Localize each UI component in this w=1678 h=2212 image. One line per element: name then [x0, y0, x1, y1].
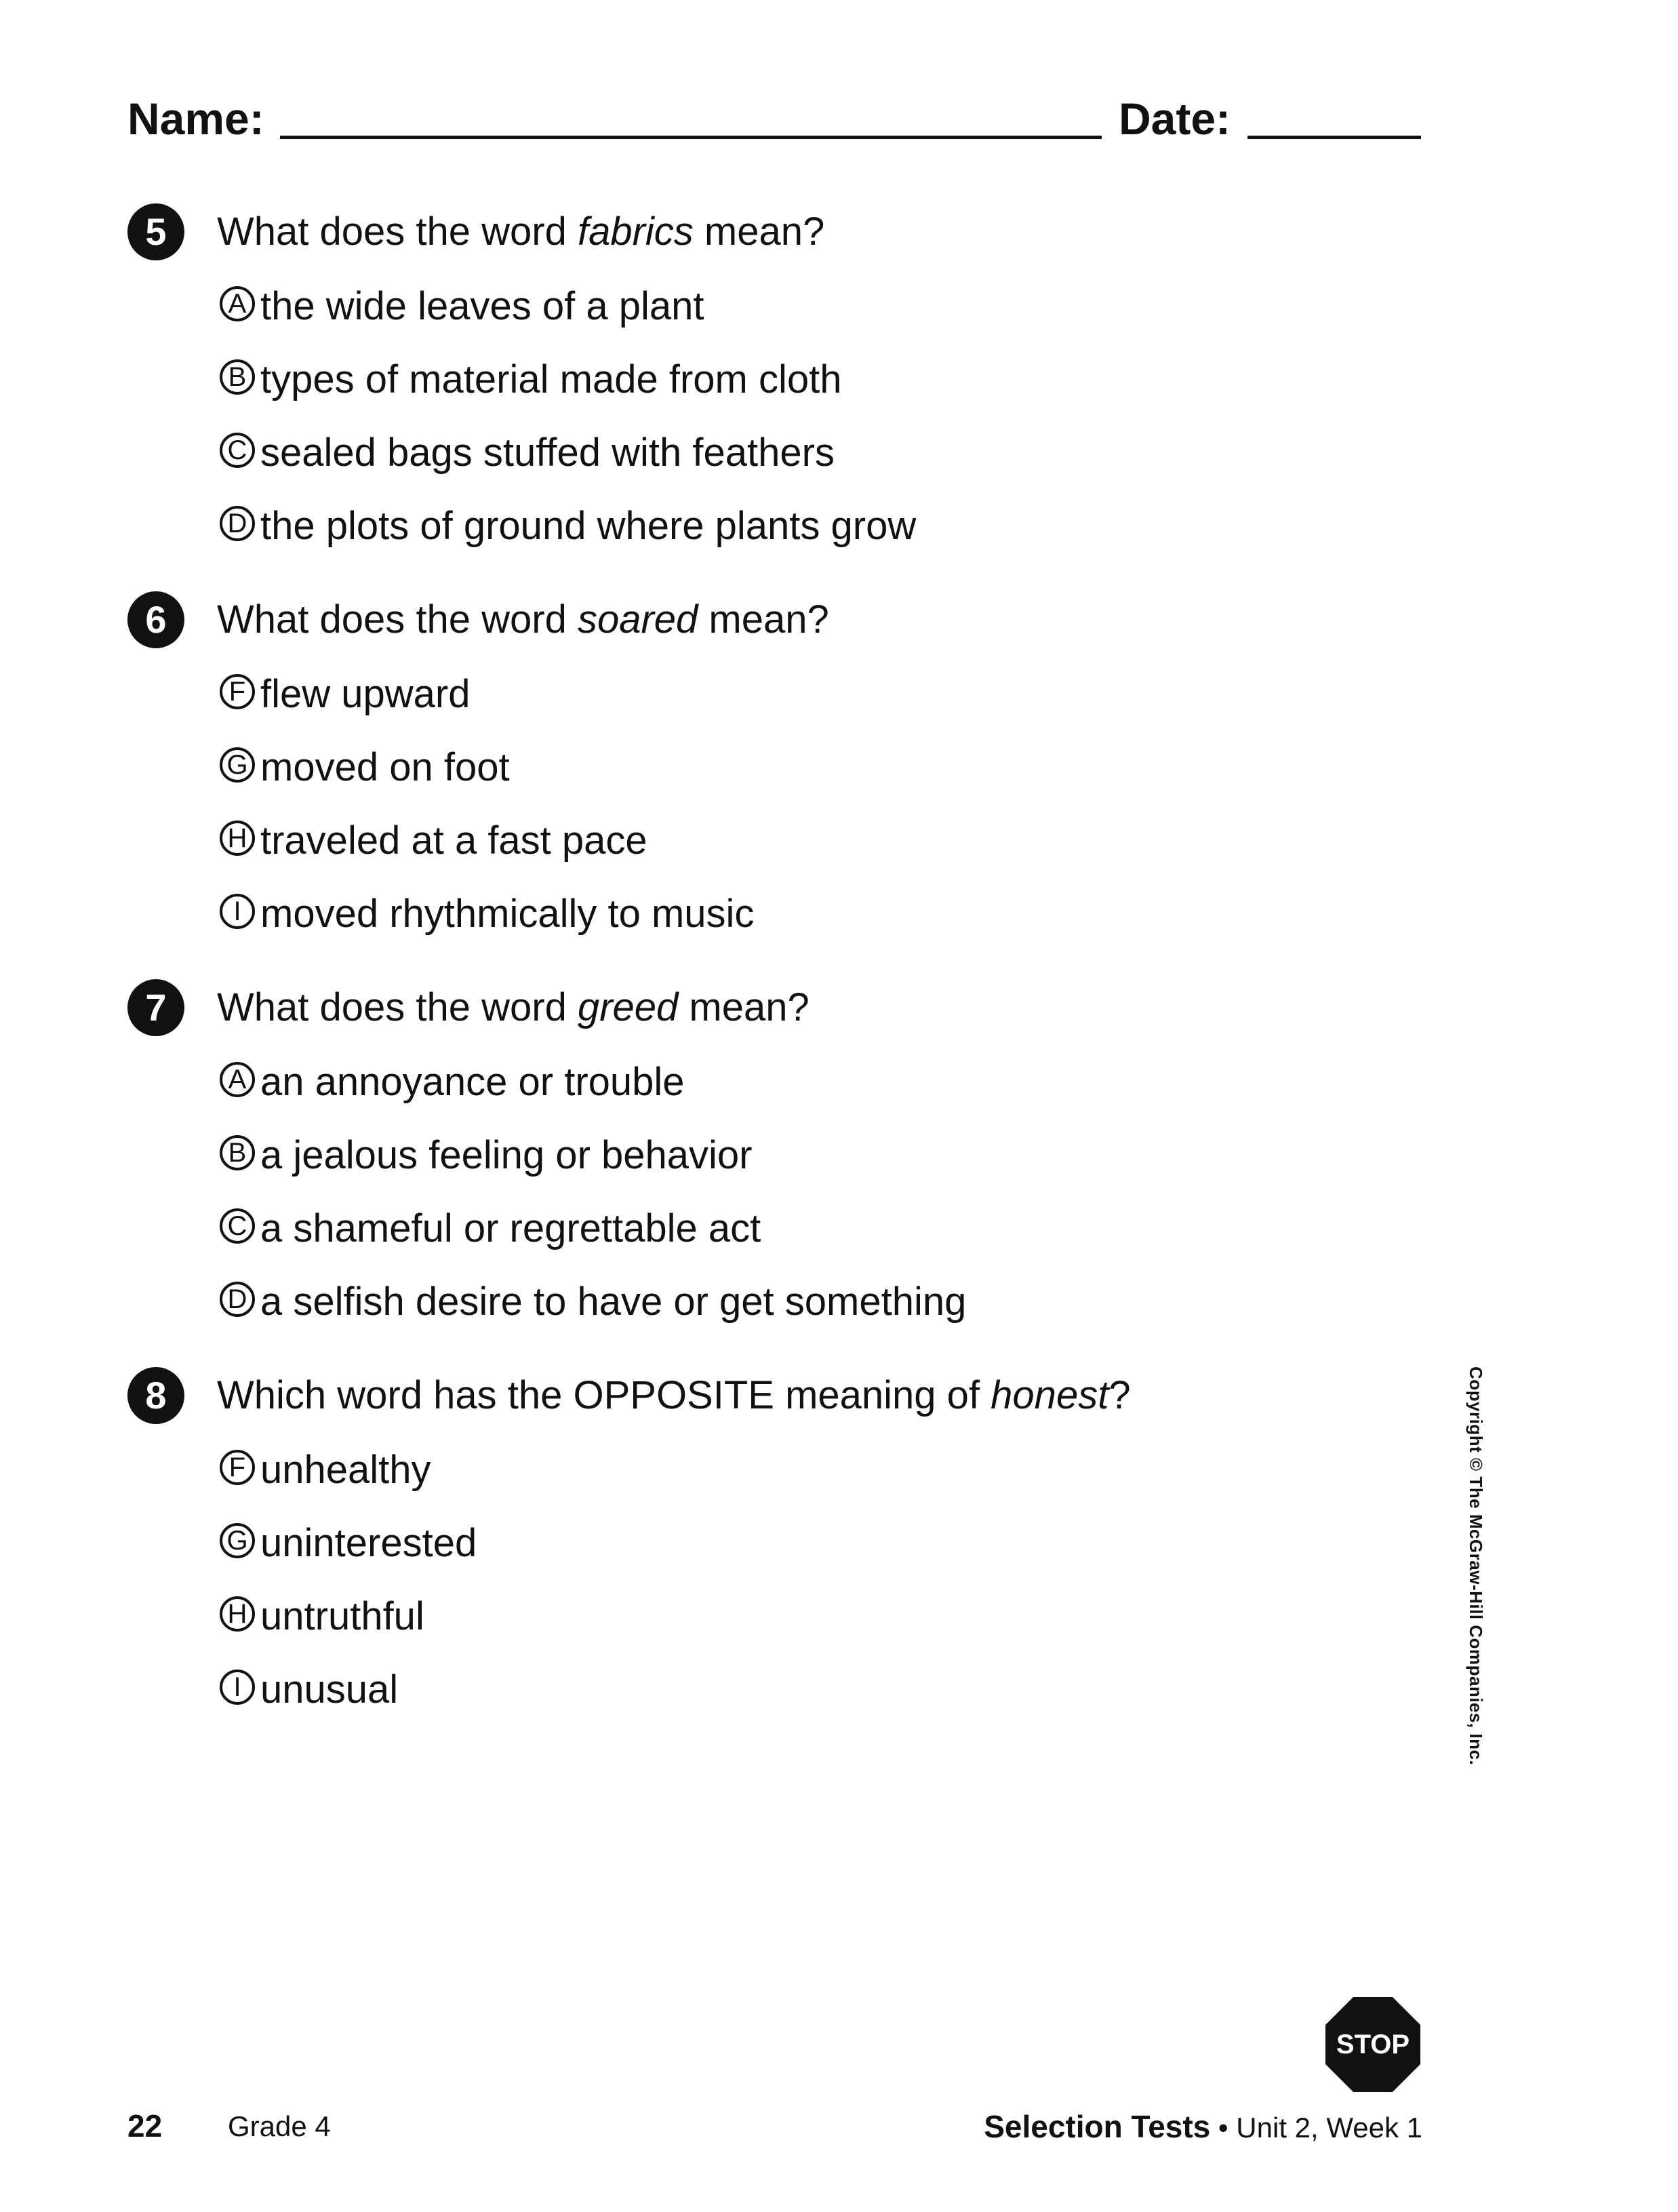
- choice-text: flew upward: [260, 672, 471, 716]
- series-unit: • Unit 2, Week 1: [1210, 2112, 1422, 2144]
- header: [127, 88, 1422, 149]
- copyright-notice: [1466, 1366, 1500, 1766]
- answer-bubble[interactable]: I: [220, 894, 255, 929]
- choice-text: unusual: [260, 1667, 399, 1712]
- question-stem: [217, 1370, 1131, 1421]
- name-label: Name:: [127, 94, 264, 144]
- date-label: Date:: [1119, 94, 1231, 144]
- choice-text: moved on foot: [260, 745, 510, 789]
- choice-text: types of material made from cloth: [260, 357, 842, 401]
- answer-bubble[interactable]: H: [220, 821, 255, 856]
- choice-text: moved rhythmically to music: [260, 892, 755, 936]
- question-stem: [217, 206, 824, 258]
- date-line[interactable]: [1247, 136, 1421, 139]
- copyright-text: Copyright © The McGraw-Hill Companies, Inc.: [1466, 1366, 1486, 1766]
- stem-text: What does the word: [217, 210, 578, 254]
- choice-text: untruthful: [260, 1594, 424, 1638]
- stem-text: What does the word: [217, 597, 578, 641]
- question-number-badge: 5: [127, 203, 184, 260]
- choice-text: the plots of ground where plants grow: [260, 504, 917, 548]
- stem-text: What does the word: [217, 985, 578, 1029]
- series-label: [984, 2102, 1422, 2152]
- choice-text: uninterested: [260, 1521, 477, 1565]
- question-number-badge: 8: [127, 1367, 184, 1424]
- answer-bubble[interactable]: D: [220, 506, 255, 541]
- stem-term: soared: [577, 597, 698, 641]
- stem-text: ?: [1108, 1373, 1131, 1417]
- question-stem: [217, 594, 829, 646]
- answer-bubble[interactable]: B: [220, 1135, 255, 1170]
- question-stem: [217, 982, 810, 1033]
- series-title: Selection Tests: [984, 2109, 1211, 2144]
- answer-bubble[interactable]: B: [220, 359, 255, 395]
- answer-bubble[interactable]: F: [220, 1450, 255, 1485]
- answer-bubble[interactable]: A: [220, 1062, 255, 1097]
- answer-bubble[interactable]: A: [220, 286, 255, 321]
- choice-text: an annoyance or trouble: [260, 1060, 685, 1104]
- stem-text: mean?: [698, 597, 829, 641]
- answer-bubble[interactable]: C: [220, 433, 255, 468]
- stop-label: STOP: [1336, 2030, 1410, 2059]
- stem-text: Which word has the OPPOSITE meaning of: [217, 1373, 991, 1417]
- stem-term: honest: [991, 1373, 1109, 1417]
- stem-text: mean?: [693, 210, 825, 254]
- question-number-badge: 7: [127, 979, 184, 1036]
- answer-bubble[interactable]: F: [220, 674, 255, 709]
- choice-text: sealed bags stuffed with feathers: [260, 431, 835, 475]
- stem-term: greed: [577, 985, 679, 1029]
- name-line[interactable]: [280, 136, 1102, 139]
- answer-bubble[interactable]: D: [220, 1282, 255, 1317]
- choice-text: a shameful or regrettable act: [260, 1206, 761, 1250]
- choice-text: unhealthy: [260, 1448, 431, 1492]
- stem-term: fabrics: [577, 210, 694, 254]
- stem-text: mean?: [678, 985, 810, 1029]
- stop-sign-icon: [1325, 1997, 1420, 2092]
- footer: [127, 2102, 1422, 2150]
- grade-label: Grade 4: [228, 2110, 331, 2142]
- choice-text: a jealous feeling or behavior: [260, 1133, 753, 1177]
- question-number-badge: 6: [127, 591, 184, 648]
- answer-bubble[interactable]: C: [220, 1208, 255, 1244]
- answer-bubble[interactable]: G: [220, 1523, 255, 1558]
- answer-bubble[interactable]: G: [220, 747, 255, 783]
- answer-bubble[interactable]: I: [220, 1670, 255, 1705]
- choice-text: a selfish desire to have or get something: [260, 1280, 967, 1324]
- choice-text: traveled at a fast pace: [260, 818, 647, 863]
- answer-bubble[interactable]: H: [220, 1596, 255, 1632]
- choice-text: the wide leaves of a plant: [260, 284, 704, 328]
- page-number: 22: [127, 2108, 163, 2144]
